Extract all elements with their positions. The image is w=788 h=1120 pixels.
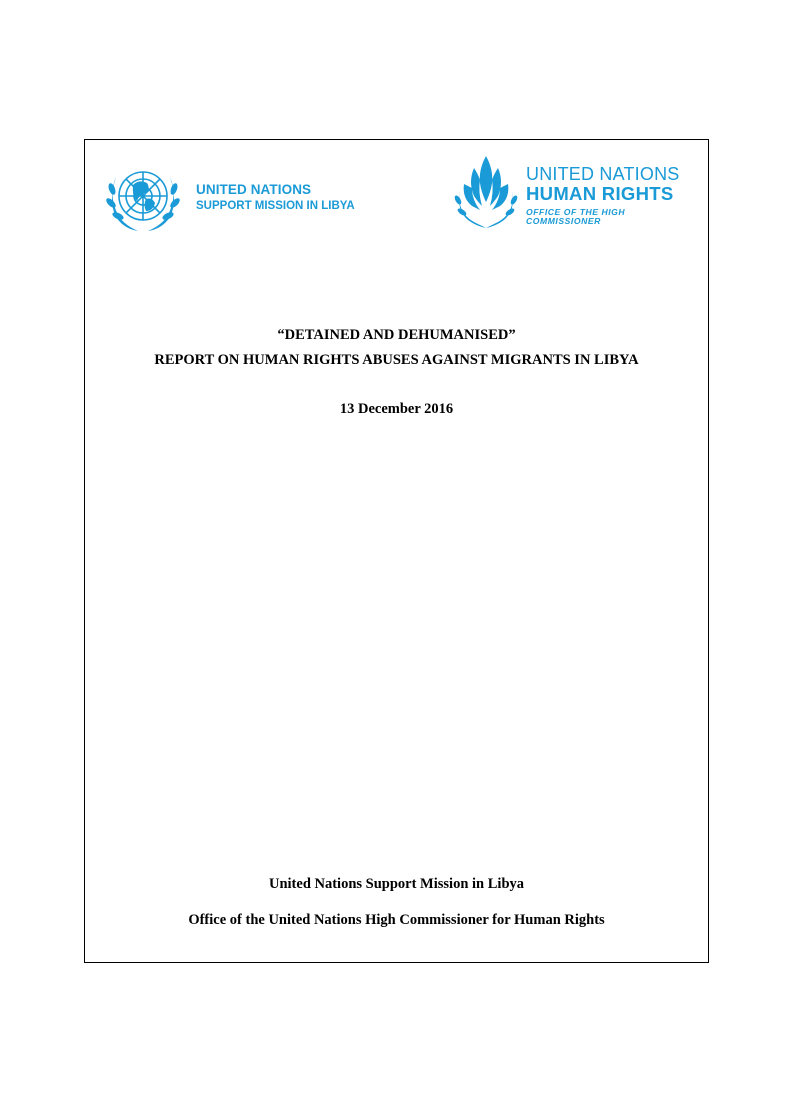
- human-rights-flame-icon: [452, 154, 520, 236]
- report-title-block: [84, 323, 709, 373]
- footer-unsmil: United Nations Support Mission in Libya: [268, 876, 525, 892]
- footer-ohchr: Office of the United Nations High Commissioner for Human Rights: [188, 912, 605, 928]
- cover-frame: [84, 139, 709, 963]
- report-subtitle: REPORT ON HUMAN RIGHTS ABUSES AGAINST MIGRANTS IN LIBYA: [154, 352, 639, 368]
- ohchr-name-line1: UNITED NATIONS: [526, 163, 680, 184]
- unsmil-name-line1: UNITED NATIONS: [196, 182, 312, 197]
- un-emblem-icon: [102, 159, 184, 237]
- unsmil-logo: [102, 158, 362, 238]
- ohchr-logo: [452, 150, 702, 240]
- ohchr-name-line3: OFFICE OF THE HIGH COMMISSIONER: [526, 207, 626, 226]
- report-title: “DETAINED AND DEHUMANISED”: [277, 327, 516, 343]
- ohchr-name-line2: HUMAN RIGHTS: [526, 182, 674, 204]
- unsmil-name-line2: SUPPORT MISSION IN LIBYA: [196, 200, 355, 212]
- report-date: 13 December 2016: [339, 401, 454, 417]
